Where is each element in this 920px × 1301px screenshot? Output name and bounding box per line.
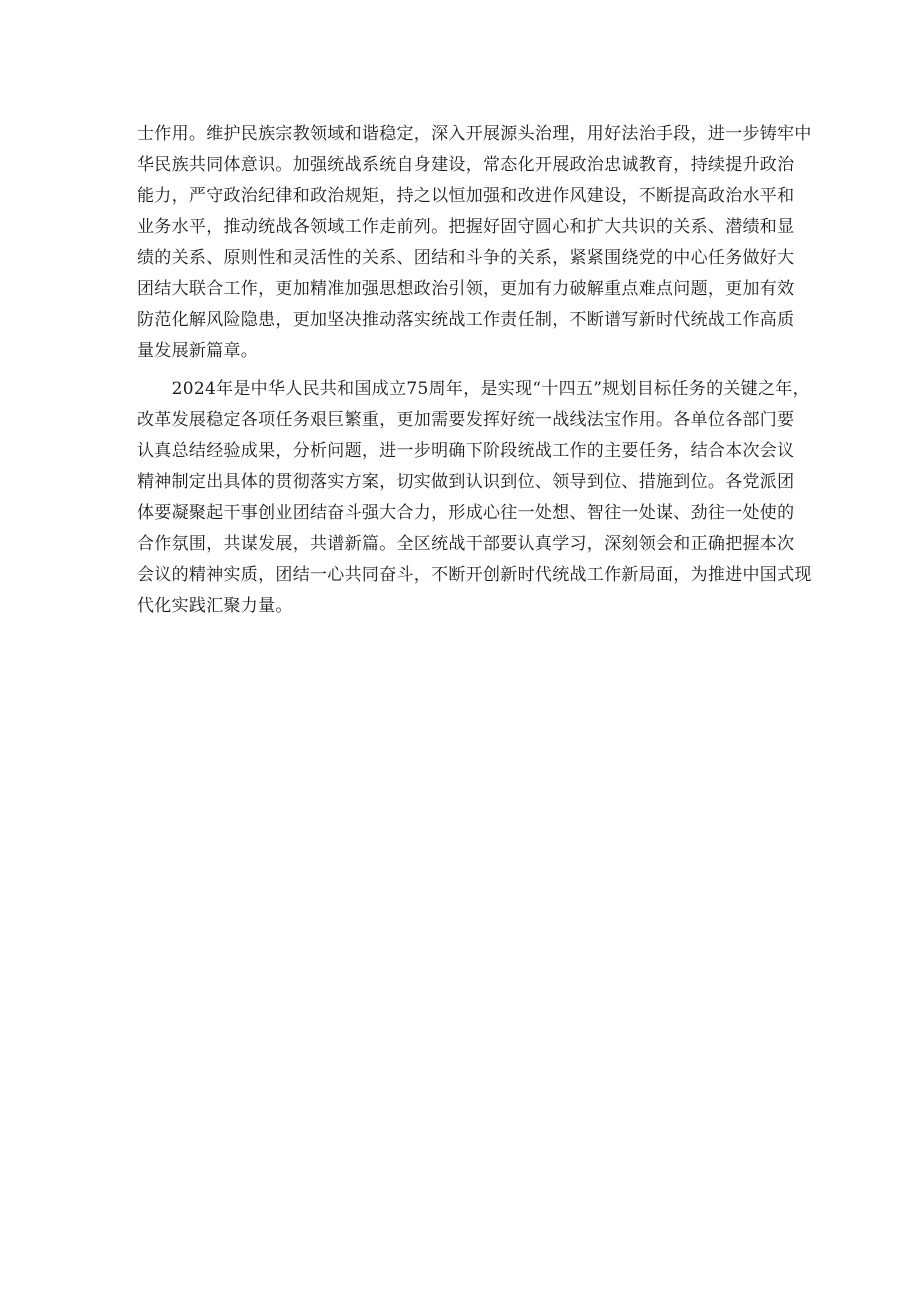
text-line: 合作氛围，共谋发展，共谱新篇。全区统战干部要认真学习，深刻领会和正确把握本次: [137, 534, 795, 554]
text-line: 能力，严守政治纪律和政治规矩，持之以恒加强和改进作风建设，不断提高政治水平和: [137, 186, 795, 206]
text-line: 代化实践汇聚力量。: [137, 596, 293, 616]
text-line: 防范化解风险隐患，更加坚决推动落实统战工作责任制，不断谱写新时代统战工作高质: [137, 310, 795, 330]
paragraph-1: [137, 119, 812, 367]
text-line: 业务水平，推动统战各领域工作走前列。把握好固守圆心和扩大共识的关系、潜绩和显: [137, 217, 795, 237]
text-line: 士作用。维护民族宗教领域和谐稳定，深入开展源头治理，用好法治手段，进一步铸牢中: [137, 124, 812, 144]
text-line: 绩的关系、原则性和灵活性的关系、团结和斗争的关系，紧紧围绕党的中心任务做好大: [137, 248, 795, 268]
text-line: 体要凝聚起干事创业团结奋斗强大合力，形成心往一处想、智往一处谋、劲往一处使的: [137, 503, 795, 523]
text-line: 华民族共同体意识。加强统战系统自身建设，常态化开展政治忠诚教育，持续提升政治: [137, 155, 795, 175]
text-line: 团结大联合工作，更加精准加强思想政治引领，更加有力破解重点难点问题，更加有效: [137, 279, 795, 299]
text-line: 2024年是中华人民共和国成立75周年，是实现“十四五”规划目标任务的关键之年，: [137, 379, 810, 399]
document-body: [137, 119, 812, 622]
text-line: 精神制定出具体的贯彻落实方案，切实做到认识到位、领导到位、措施到位。各党派团: [137, 472, 795, 492]
text-line: 改革发展稳定各项任务艰巨繁重，更加需要发挥好统一战线法宝作用。各单位各部门要: [137, 410, 795, 430]
text-line: 会议的精神实质，团结一心共同奋斗，不断开创新时代统战工作新局面，为推进中国式现: [137, 565, 812, 585]
text-line: 认真总结经验成果，分析问题，进一步明确下阶段统战工作的主要任务，结合本次会议: [137, 441, 795, 461]
text-line: 量发展新篇章。: [137, 341, 259, 361]
paragraph-2: [137, 374, 812, 622]
